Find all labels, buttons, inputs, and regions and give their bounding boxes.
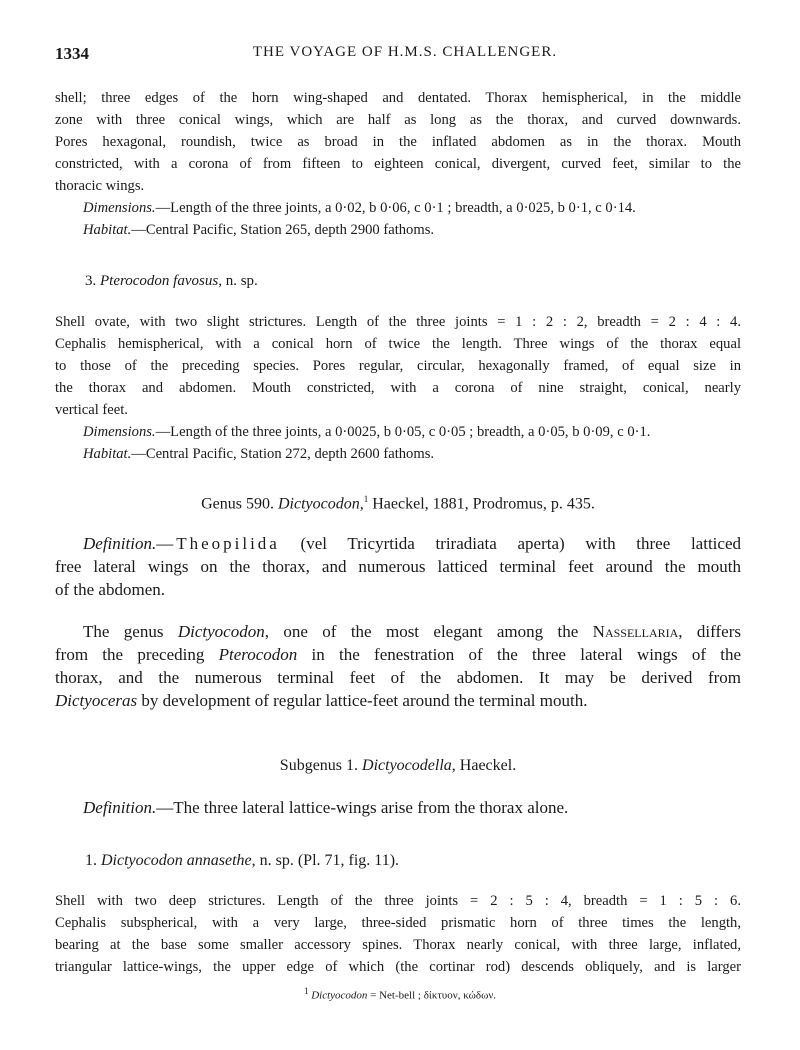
family-name: —Theopilida <box>156 534 280 553</box>
paragraph-line: thorax, and the numerous terminal feet of the abdomen. It may be derived from <box>55 668 741 687</box>
species-1-heading <box>85 852 771 870</box>
subgenus-prefix: Subgenus 1. <box>279 757 359 774</box>
dimensions-line <box>55 197 741 219</box>
genus-heading <box>55 494 741 513</box>
footnote-text: = Net-bell ; δίκτυον, κώδων. <box>367 989 497 1002</box>
description-line: Cephalis subspherical, with a very large, three-sided prismatic horn of three times the length, <box>55 915 741 931</box>
text-run: , differs <box>678 622 741 641</box>
habitat-line <box>55 443 741 465</box>
footnote-mark: 1 <box>363 494 369 504</box>
description-line: Shell with two deep strictures. Length of the three joints = 2 : 5 : 4, breadth = 1 : 5 : 6. <box>55 893 741 909</box>
species-3-description <box>55 311 741 465</box>
species-suffix: , n. sp. <box>218 273 258 289</box>
species-1-description <box>55 890 741 978</box>
description-line: vertical feet. <box>55 402 128 418</box>
species-name: Pterocodon favosus <box>100 273 219 289</box>
definition-line <box>55 532 741 555</box>
text-run: from the preceding <box>55 645 219 664</box>
habitat-text: —Central Pacific, Station 265, depth 2900 fathoms. <box>131 222 435 238</box>
description-line: to those of the preceding species. Pores regular, circular, hexagonally framed, of equal size in <box>55 358 741 374</box>
running-title: THE VOYAGE OF H.M.S. CHALLENGER. <box>252 44 558 60</box>
definition-line: free lateral wings on the thorax, and numerous latticed terminal feet around the mouth <box>55 557 741 576</box>
habitat-text: —Central Pacific, Station 272, depth 2600 fathoms. <box>131 446 435 462</box>
page-number: 1334 <box>55 44 89 63</box>
genus-ref: Dictyocodon <box>177 622 265 641</box>
species-number: 3. <box>85 273 97 289</box>
definition-line: of the abdomen. <box>55 580 165 599</box>
paragraph-line <box>55 643 741 666</box>
genus-ref: Pterocodon <box>218 645 298 664</box>
definition-line <box>55 796 741 819</box>
dimensions-label: Dimensions. <box>83 424 156 440</box>
genus-definition <box>55 532 741 601</box>
page-header <box>55 44 755 68</box>
subgenus-definition <box>55 796 741 819</box>
footnote <box>0 986 800 1002</box>
description-line: zone with three conical wings, which are half as long as the thorax, and curved downwards. <box>55 112 741 128</box>
habitat-label: Habitat. <box>83 222 132 238</box>
description-line: constricted, with a corona of from fifteen to eighteen conical, divergent, curved feet, similar to the <box>55 156 741 172</box>
definition-label: Definition. <box>83 534 157 553</box>
text-run: in the fenestration of the three lateral wings of the <box>297 645 741 664</box>
genus-paragraph <box>55 620 741 712</box>
habitat-line <box>55 219 741 241</box>
species-name: Dictyocodon annasethe <box>101 852 252 869</box>
definition-text: (vel Tricyrtida triradiata aperta) with three latticed <box>279 534 741 553</box>
description-line: the thorax and abdomen. Mouth constricted, with a corona of nine straight, conical, nearly <box>55 380 741 396</box>
species-suffix: , n. sp. (Pl. 71, fig. 11). <box>251 852 400 869</box>
description-line: Shell ovate, with two slight strictures. Length of the three joints = 1 : 2 : 2, breadth = 2 : 4 : 4. <box>55 314 741 330</box>
dimensions-text: —Length of the three joints, a 0·02, b 0·06, c 0·1 ; breadth, a 0·025, b 0·1, c 0·14. <box>155 200 636 216</box>
subgenus-heading <box>55 757 741 775</box>
genus-ref: Dictyoceras <box>55 691 138 710</box>
genus-citation: Haeckel, 1881, Prodromus, p. 435. <box>368 495 595 513</box>
species-3-heading <box>85 273 771 290</box>
paragraph-line <box>55 620 741 643</box>
description-line: Cephalis hemispherical, with a conical horn of twice the length. Three wings of the thorax equal <box>55 336 741 352</box>
definition-text: —The three lateral lattice-wings arise from the thorax alone. <box>156 798 569 817</box>
description-line: thoracic wings. <box>55 178 145 194</box>
footnote-term: Dictyocodon <box>311 989 368 1002</box>
subgenus-name: Dictyocodella <box>362 757 452 774</box>
order-name: Nassellaria <box>592 622 679 641</box>
paragraph-line <box>55 689 741 712</box>
genus-prefix: Genus 590. <box>201 495 274 513</box>
description-line: triangular lattice-wings, the upper edge of which (the cortinar rod) descends obliquely, and is larger <box>55 959 741 975</box>
text-run: , one of the most elegant among the <box>264 622 593 641</box>
footnote-mark: 1 <box>303 986 309 996</box>
text-run: The genus <box>83 622 178 641</box>
description-line: shell; three edges of the horn wing-shaped and dentated. Thorax hemispherical, in the middle <box>55 90 741 106</box>
genus-name: Dictyocodon, <box>278 495 364 513</box>
dimensions-label: Dimensions. <box>83 200 156 216</box>
subgenus-suffix: , Haeckel. <box>451 757 517 774</box>
description-line: bearing at the base some smaller accessory spines. Thorax nearly conical, with three large, inflated, <box>55 937 741 953</box>
species-number: 1. <box>85 852 97 869</box>
habitat-label: Habitat. <box>83 446 132 462</box>
description-line: Pores hexagonal, roundish, twice as broad in the inflated abdomen as in the thorax. Mouth <box>55 134 741 150</box>
dimensions-line <box>55 421 741 443</box>
definition-label: Definition. <box>83 798 157 817</box>
dimensions-text: —Length of the three joints, a 0·0025, b 0·05, c 0·05 ; breadth, a 0·05, b 0·09, c 0·1. <box>155 424 651 440</box>
species-2-continuation <box>55 87 741 241</box>
text-run: by development of regular lattice-feet around the terminal mouth. <box>137 691 588 710</box>
